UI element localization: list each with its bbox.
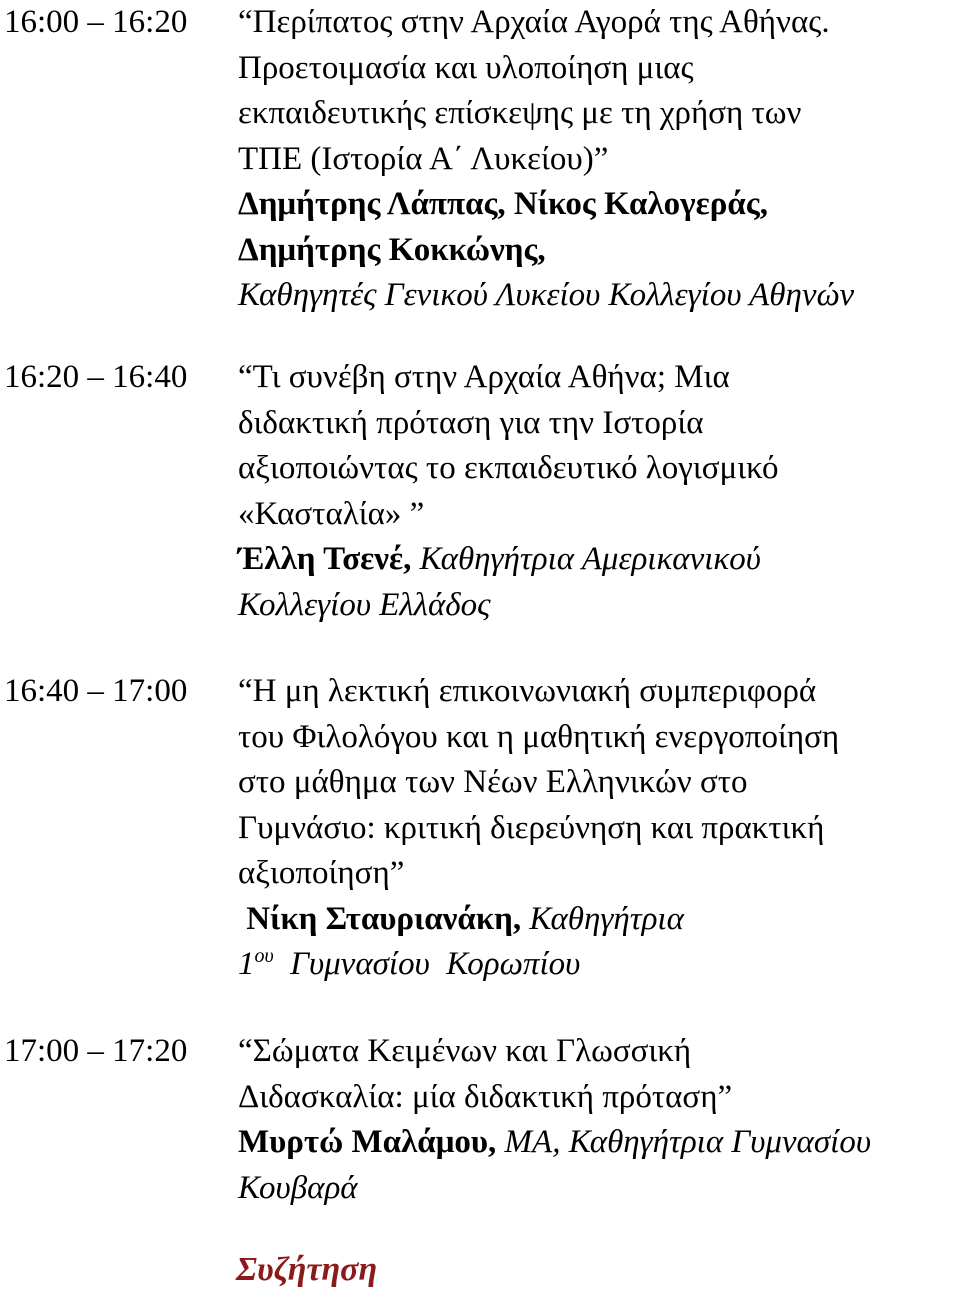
session-speakers: Δημήτρης Κοκκώνης, bbox=[238, 231, 546, 268]
session-time: 16:00 – 16:20 bbox=[4, 4, 188, 40]
session-title-line: “Η μη λεκτική επικοινωνιακή συμπεριφορά bbox=[238, 673, 817, 709]
session-speaker-line bbox=[238, 1120, 960, 1166]
session-time: 17:00 – 17:20 bbox=[4, 1033, 188, 1069]
session-title-line: “Σώματα Κειμένων και Γλωσσική bbox=[238, 1033, 692, 1069]
session-speaker: Νίκη Σταυριανάκη, bbox=[238, 900, 522, 937]
affiliation-ordinal: ου bbox=[254, 945, 274, 967]
session-speaker: Έλλη Τσενέ, bbox=[238, 541, 412, 577]
session-details bbox=[238, 1029, 960, 1211]
session-affiliation: Κολλεγίου Ελλάδος bbox=[238, 586, 491, 623]
session-title-line: στο μάθημα των Νέων Ελληνικών στο bbox=[238, 764, 748, 800]
discussion-heading: Συζήτηση bbox=[236, 1251, 378, 1288]
session-title-line: Γυμνάσιο: κριτική διερεύνηση και πρακτική bbox=[238, 809, 825, 846]
session-affiliation: Καθηγήτρια Αμερικανικού bbox=[411, 541, 761, 577]
session-title-line: εκπαιδευτικής επίσκεψης με τη χρήση των bbox=[238, 95, 802, 131]
session-details bbox=[238, 0, 960, 319]
session-affiliation: ΜΑ, Καθηγήτρια Γυμνασίου bbox=[496, 1124, 871, 1160]
session-speaker-line bbox=[238, 897, 960, 943]
session-affiliation: Κουβαρά bbox=[238, 1169, 358, 1206]
session-time: 16:20 – 16:40 bbox=[4, 359, 188, 395]
session-details bbox=[238, 355, 960, 628]
session-title-line: αξιοποιώντας το εκπαιδευτικό λογισμικό bbox=[238, 450, 779, 486]
session-title-line: «Κασταλία» ” bbox=[238, 495, 425, 532]
session-title-line: διδακτική πρόταση για την Ιστορία bbox=[238, 404, 704, 441]
session-speaker-line bbox=[238, 537, 960, 583]
session-title-line: Προετοιμασία και υλοποίηση μιας bbox=[238, 49, 694, 86]
session-title-line: Διδασκαλία: μία διδακτική πρόταση” bbox=[238, 1078, 733, 1115]
affiliation-school: Γυμνασίου Κορωπίου bbox=[273, 946, 581, 982]
session-title-line: “Τι συνέβη στην Αρχαία Αθήνα; Μια bbox=[238, 359, 730, 395]
session-speaker: Μυρτώ Μαλάμου, bbox=[238, 1124, 497, 1160]
session-time: 16:40 – 17:00 bbox=[4, 673, 188, 709]
session-details bbox=[238, 669, 960, 988]
session-title-line: του Φιλολόγου και η μαθητική ενεργοποίηση bbox=[238, 718, 840, 755]
session-title-line: “Περίπατος στην Αρχαία Αγορά της Αθήνας. bbox=[238, 4, 830, 40]
session-affiliation: Καθηγητές Γενικού Λυκείου Κολλεγίου Αθηνών bbox=[238, 277, 855, 313]
session-affiliation: Καθηγήτρια bbox=[521, 900, 684, 937]
session-title-line: αξιοποίηση” bbox=[238, 855, 405, 891]
session-title-line: ΤΠΕ (Ιστορία Α΄ Λυκείου)” bbox=[238, 140, 609, 177]
session-affiliation bbox=[238, 942, 960, 988]
affiliation-number: 1 bbox=[238, 946, 255, 982]
session-speakers: Δημήτρης Λάππας, Νίκος Καλογεράς, bbox=[238, 186, 768, 222]
